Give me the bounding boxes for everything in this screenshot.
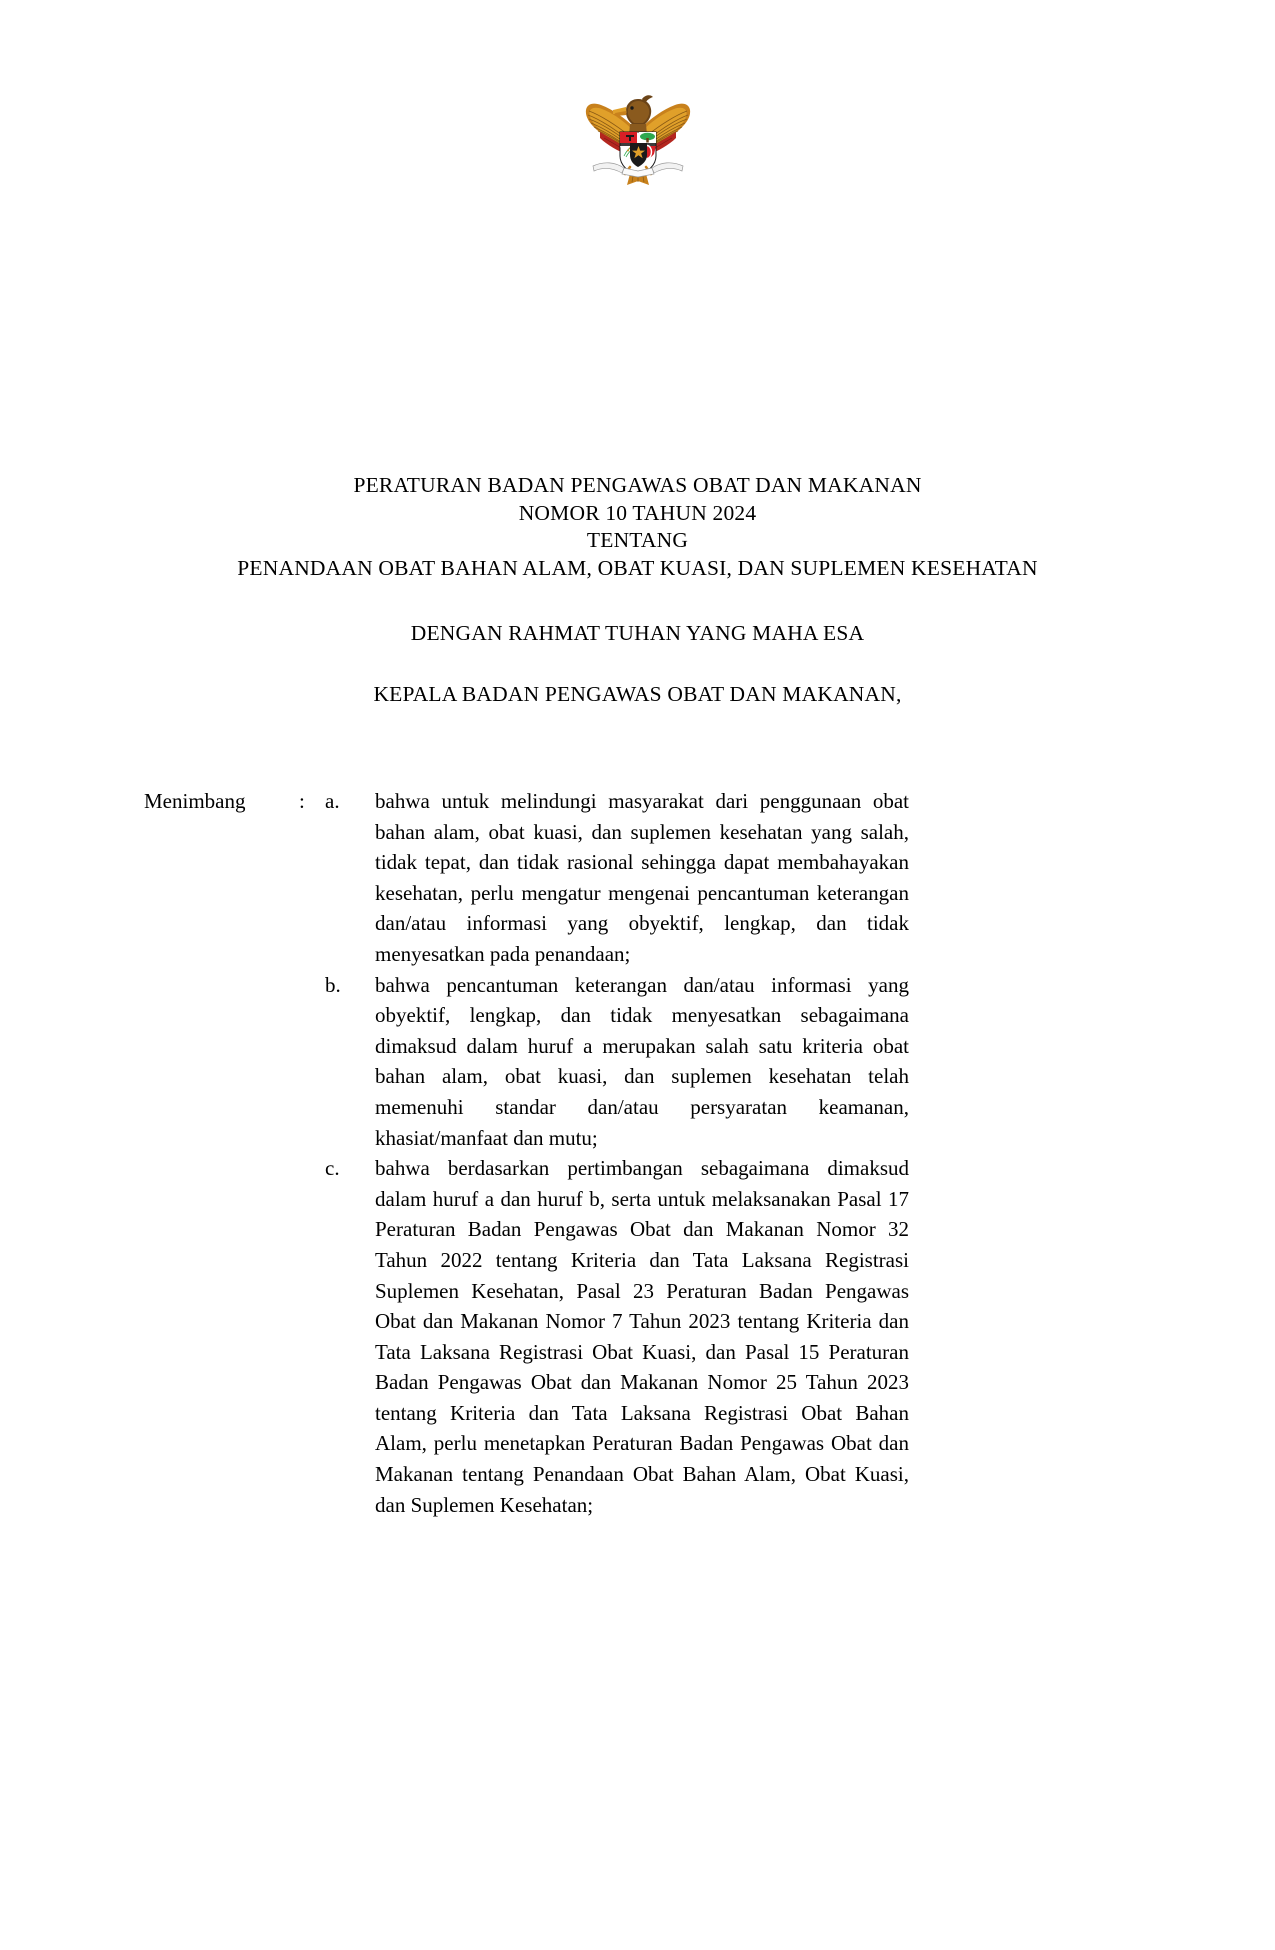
considering-colon: :	[299, 789, 305, 813]
regulation-about-label: TENTANG	[586, 528, 689, 552]
considering-text-c: bahwa berdasarkan pertimbangan sebagaimana dimaksud dalam huruf a dan huruf b, serta untuk melaksanakan Pasal 17 Peraturan Badan Pengawas Obat dan Makanan Nomor 32 Tahun 2022 tentang Kriteria dan Tata Laksana Registrasi Suplemen Kesehatan, Pasal 23 Peraturan Badan Pengawas Obat dan Makanan Nomor 7 Tahun 2023 tentang Kriteria dan Tata Laksana Registrasi Obat Kuasi, dan Pasal 15 Peraturan Badan Pengawas Obat dan Makanan Nomor 25 Tahun 2023 tentang Kriteria dan Tata Laksana Registrasi Obat Bahan Alam, perlu menetapkan Peraturan Badan Pengawas Obat dan Makanan tentang Penandaan Obat Bahan Alam, Obat Kuasi, dan Suplemen Kesehatan;	[375, 1156, 909, 1517]
emblem-container	[0, 82, 1275, 190]
regulation-subject: PENANDAAN OBAT BAHAN ALAM, OBAT KUASI, DAN SUPLEMEN KESEHATAN	[237, 555, 1038, 580]
list-marker-b: b.	[325, 972, 341, 997]
considering-label: Menimbang	[144, 789, 246, 813]
regulation-name: PERATURAN BADAN PENGAWAS OBAT DAN MAKANAN	[353, 473, 922, 497]
garuda-pancasila-emblem	[578, 82, 698, 190]
considering-item-c	[0, 1153, 1275, 1520]
list-marker-c: c.	[325, 1156, 340, 1181]
regulation-number: NOMOR 10 TAHUN 2024	[518, 500, 757, 525]
invocation-line: DENGAN RAHMAT TUHAN YANG MAHA ESA	[410, 621, 865, 645]
considering-item-a	[0, 786, 1275, 970]
considering-section	[0, 786, 1275, 1520]
issuing-authority: KEPALA BADAN PENGAWAS OBAT DAN MAKANAN,	[373, 681, 902, 706]
title-block	[0, 472, 1275, 708]
considering-item-b	[0, 970, 1275, 1154]
list-marker-a: a.	[325, 789, 340, 813]
considering-text-a: bahwa untuk melindungi masyarakat dari penggunaan obat bahan alam, obat kuasi, dan suplemen kesehatan yang salah, tidak tepat, dan tidak rasional sehingga dapat membahayakan kesehatan, perlu mengatur mengenai pencantuman keterangan dan/atau informasi yang obyektif, lengkap, dan tidak menyesatkan pada penandaan;	[375, 789, 909, 966]
considering-text-b: bahwa pencantuman keterangan dan/atau informasi yang obyektif, lengkap, dan tidak menyesatkan sebagaimana dimaksud dalam huruf a merupakan salah satu kriteria obat bahan alam, obat kuasi, dan suplemen kesehatan telah memenuhi standar dan/atau persyaratan keamanan, khasiat/manfaat dan mutu;	[375, 972, 909, 1150]
